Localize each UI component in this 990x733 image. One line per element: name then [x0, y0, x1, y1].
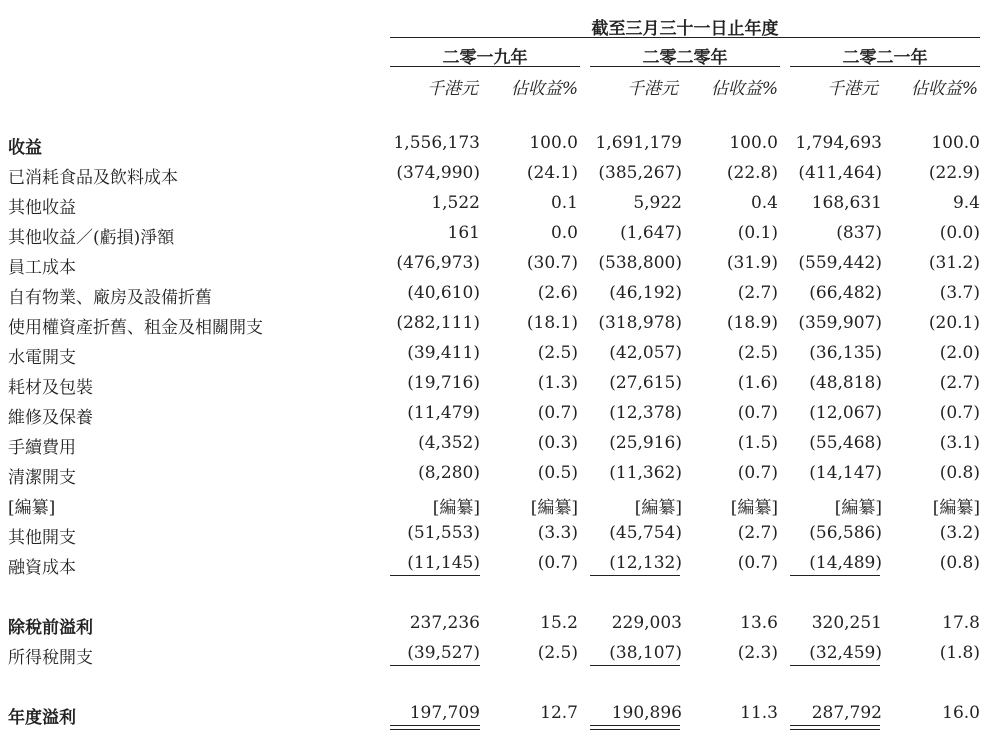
row-label: 水電開支 — [8, 348, 76, 368]
percent-cell: 12.7 — [540, 703, 578, 723]
row-label: 使用權資產折舊、租金及相關開支 — [8, 318, 263, 338]
period-header: 截至三月三十一日止年度 — [591, 19, 779, 39]
amount-cell: (39,411) — [407, 343, 480, 363]
percent-cell: (1.6) — [737, 373, 778, 393]
percent-cell: (0.1) — [737, 223, 778, 243]
row-label: 清潔開支 — [8, 468, 76, 488]
row-label: 其他收益 — [8, 198, 76, 218]
percent-cell: (2.0) — [939, 343, 980, 363]
percent-cell: (20.1) — [928, 313, 980, 333]
amount-cell: (359,907) — [798, 313, 882, 333]
amount-cell: (476,973) — [396, 253, 480, 273]
percent-cell: 11.3 — [740, 703, 778, 723]
percent-cell: 16.0 — [942, 703, 980, 723]
row-label: 年度溢利 — [8, 708, 76, 728]
percent-cell: (2.6) — [537, 283, 578, 303]
percent-cell: (18.1) — [526, 313, 578, 333]
percent-cell: 0.0 — [550, 223, 578, 243]
row-label: [編纂] — [8, 498, 56, 518]
amount-cell: (38,107) — [609, 643, 682, 663]
row-label: 除稅前溢利 — [8, 618, 93, 638]
tax-rule-2020 — [590, 665, 680, 666]
percent-cell: (31.9) — [726, 253, 778, 273]
percent-cell: (1.3) — [537, 373, 578, 393]
amount-cell: (56,586) — [809, 523, 882, 543]
percent-cell: (0.7) — [537, 403, 578, 423]
amount-cell: 5,922 — [633, 193, 682, 213]
col-amount-2019: 千港元 — [427, 79, 478, 99]
amount-cell: (411,464) — [798, 163, 882, 183]
amount-cell: (318,978) — [598, 313, 682, 333]
percent-cell: (0.5) — [537, 463, 578, 483]
percent-cell: (0.8) — [939, 463, 980, 483]
amount-cell: (14,147) — [809, 463, 882, 483]
amount-cell: 320,251 — [811, 613, 882, 633]
amount-cell: (19,716) — [407, 373, 480, 393]
percent-cell: (0.7) — [939, 403, 980, 423]
amount-cell: 1,691,179 — [595, 133, 682, 153]
percent-cell: (3.1) — [939, 433, 980, 453]
row-label: 已消耗食品及飲料成本 — [8, 168, 178, 188]
percent-cell: 17.8 — [942, 613, 980, 633]
percent-cell: [編纂] — [530, 498, 578, 518]
tax-rule-2019 — [390, 665, 480, 666]
percent-cell: (0.7) — [537, 553, 578, 573]
col-pct-2021: 佔收益% — [910, 79, 978, 99]
amount-cell: 287,792 — [811, 703, 882, 723]
amount-cell: (32,459) — [809, 643, 882, 663]
percent-cell: (22.8) — [726, 163, 778, 183]
row-label: 自有物業、廠房及設備折舊 — [8, 288, 212, 308]
amount-cell: [編纂] — [834, 498, 882, 518]
amount-cell: (1,647) — [620, 223, 682, 243]
amount-cell: (39,527) — [407, 643, 480, 663]
amount-cell: (4,352) — [418, 433, 480, 453]
amount-cell: 190,896 — [611, 703, 682, 723]
year-rule-2019 — [390, 66, 580, 67]
amount-cell: (14,489) — [809, 553, 882, 573]
percent-cell: (18.9) — [726, 313, 778, 333]
amount-cell: (40,610) — [407, 283, 480, 303]
amount-cell: (12,067) — [809, 403, 882, 423]
amount-cell: (48,818) — [809, 373, 882, 393]
row-label: 其他收益／(虧損)淨額 — [8, 228, 175, 248]
tax-rule-2021 — [790, 665, 880, 666]
percent-cell: (31.2) — [928, 253, 980, 273]
year-title-2020: 二零二零年 — [642, 48, 728, 68]
total-double-rule-2020 — [590, 725, 680, 730]
amount-cell: (374,990) — [396, 163, 480, 183]
amount-cell: (559,442) — [798, 253, 882, 273]
percent-cell: 100.0 — [931, 133, 980, 153]
percent-cell: (3.3) — [537, 523, 578, 543]
amount-cell: (12,132) — [609, 553, 682, 573]
amount-cell: [編纂] — [634, 498, 682, 518]
percent-cell: 9.4 — [952, 193, 980, 213]
percent-cell: (30.7) — [526, 253, 578, 273]
percent-cell: 100.0 — [729, 133, 778, 153]
amount-cell: (42,057) — [609, 343, 682, 363]
percent-cell: 13.6 — [740, 613, 778, 633]
percent-cell: (2.3) — [737, 643, 778, 663]
amount-cell: 1,556,173 — [393, 133, 480, 153]
row-label: 維修及保養 — [8, 408, 93, 428]
amount-cell: (55,468) — [809, 433, 882, 453]
amount-cell: 1,522 — [431, 193, 480, 213]
amount-cell: (11,479) — [407, 403, 480, 423]
amount-cell: (27,615) — [609, 373, 682, 393]
percent-cell: (0.8) — [939, 553, 980, 573]
amount-cell: (25,916) — [609, 433, 682, 453]
row-label: 所得稅開支 — [8, 648, 93, 668]
year-title-2021: 二零二一年 — [842, 48, 928, 68]
percent-cell: [編纂] — [730, 498, 778, 518]
row-label: 耗材及包裝 — [8, 378, 93, 398]
amount-cell: (12,378) — [609, 403, 682, 423]
year-rule-2020 — [590, 66, 780, 67]
col-pct-2019: 佔收益% — [510, 79, 578, 99]
total-double-rule-2021 — [790, 725, 880, 730]
row-label: 其他開支 — [8, 528, 76, 548]
percent-cell: 0.1 — [550, 193, 578, 213]
row-label: 收益 — [8, 138, 42, 158]
row-label: 手續費用 — [8, 438, 76, 458]
row-label: 員工成本 — [8, 258, 76, 278]
amount-cell: (66,482) — [809, 283, 882, 303]
percent-cell: (3.2) — [939, 523, 980, 543]
percent-cell: (24.1) — [526, 163, 578, 183]
percent-cell: (2.7) — [737, 283, 778, 303]
amount-cell: (385,267) — [598, 163, 682, 183]
percent-cell: (2.5) — [537, 343, 578, 363]
amount-cell: 168,631 — [811, 193, 882, 213]
percent-cell: 100.0 — [529, 133, 578, 153]
year-rule-2021 — [790, 66, 980, 67]
amount-cell: 229,003 — [611, 613, 682, 633]
total-double-rule-2019 — [390, 725, 480, 730]
percent-cell: (3.7) — [939, 283, 980, 303]
amount-cell: [編纂] — [432, 498, 480, 518]
percent-cell: (1.8) — [939, 643, 980, 663]
percent-cell: (2.5) — [537, 643, 578, 663]
percent-cell: (0.0) — [939, 223, 980, 243]
amount-cell: (11,145) — [407, 553, 480, 573]
percent-cell: (2.5) — [737, 343, 778, 363]
percent-cell: (2.7) — [737, 523, 778, 543]
percent-cell: (0.3) — [537, 433, 578, 453]
percent-cell: (22.9) — [928, 163, 980, 183]
col-pct-2020: 佔收益% — [710, 79, 778, 99]
percent-cell: (0.7) — [737, 463, 778, 483]
row-label: 融資成本 — [8, 558, 76, 578]
subtotal-rule-2021 — [790, 575, 880, 576]
amount-cell: 1,794,693 — [795, 133, 882, 153]
amount-cell: (46,192) — [609, 283, 682, 303]
percent-cell: 0.4 — [750, 193, 778, 213]
percent-cell: (2.7) — [939, 373, 980, 393]
col-amount-2021: 千港元 — [827, 79, 878, 99]
percent-cell: (0.7) — [737, 403, 778, 423]
amount-cell: (282,111) — [396, 313, 480, 333]
amount-cell: 197,709 — [409, 703, 480, 723]
amount-cell: (837) — [836, 223, 882, 243]
amount-cell: (45,754) — [609, 523, 682, 543]
year-title-2019: 二零一九年 — [442, 48, 528, 68]
amount-cell: (51,553) — [407, 523, 480, 543]
subtotal-rule-2020 — [590, 575, 680, 576]
amount-cell: 161 — [447, 223, 480, 243]
percent-cell: 15.2 — [540, 613, 578, 633]
amount-cell: (8,280) — [418, 463, 480, 483]
percent-cell: (0.7) — [737, 553, 778, 573]
amount-cell: (538,800) — [598, 253, 682, 273]
percent-cell: [編纂] — [932, 498, 980, 518]
period-header-rule — [390, 37, 980, 38]
percent-cell: (1.5) — [737, 433, 778, 453]
amount-cell: (36,135) — [809, 343, 882, 363]
subtotal-rule-2019 — [390, 575, 480, 576]
amount-cell: (11,362) — [609, 463, 682, 483]
col-amount-2020: 千港元 — [627, 79, 678, 99]
amount-cell: 237,236 — [409, 613, 480, 633]
